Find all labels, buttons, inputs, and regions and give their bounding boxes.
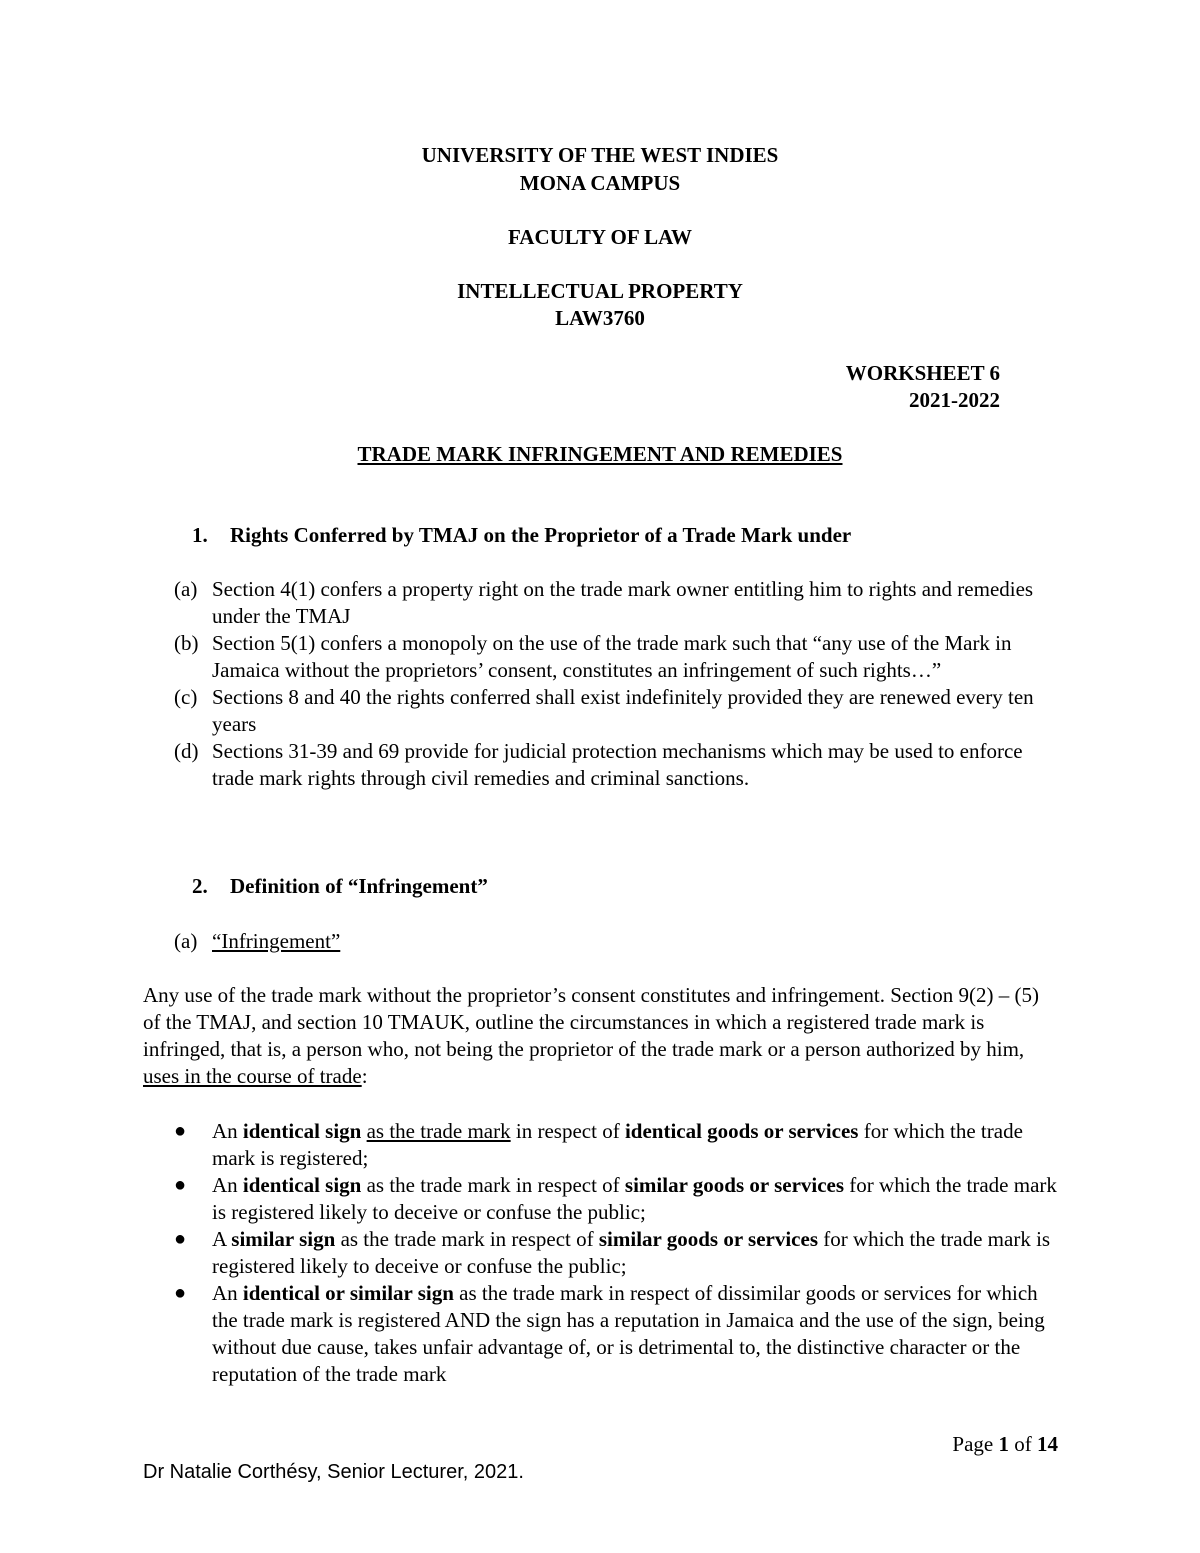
section-2-title: Definition of “Infringement” (230, 874, 488, 898)
bullet-text: An (212, 1173, 243, 1197)
page-number (952, 1431, 1058, 1458)
document-title: TRADE MARK INFRINGEMENT AND REMEDIES (357, 442, 843, 466)
bullet-icon: ● (174, 1282, 187, 1304)
list-item (174, 738, 1054, 792)
infringement-bullets (172, 1118, 1062, 1388)
page-total: 14 (1037, 1432, 1058, 1456)
faculty-name: FACULTY OF LAW (508, 225, 692, 249)
section-1-list (174, 576, 1054, 792)
university-name: UNIVERSITY OF THE WEST INDIES (421, 143, 779, 167)
list-marker: (d) (174, 739, 199, 763)
bullet-text: An (212, 1119, 243, 1143)
bullet-underlined: as the trade mark (366, 1119, 511, 1143)
infringement-paragraph (143, 982, 1058, 1090)
list-marker: (b) (174, 631, 199, 655)
course-name: INTELLECTUAL PROPERTY (457, 279, 743, 303)
bullet-bold: similar goods or services (598, 1227, 818, 1251)
section-1-number: 1. (192, 523, 208, 547)
subsection-a (174, 928, 340, 955)
bullet-text: for which the trade mark is registered likely to deceive or confuse the public; (212, 1227, 1051, 1278)
list-item-text: Section 5(1) confers a monopoly on the use of the trade mark such that “any use of the Mark in Jamaica without the proprietors’ consent, constitutes an infringement of such rights…” (212, 631, 1012, 682)
bullet-bold: identical goods or services (624, 1119, 859, 1143)
list-marker: (c) (174, 685, 198, 709)
section-1-heading (192, 522, 851, 549)
list-item (172, 1226, 1062, 1280)
worksheet-label: WORKSHEET 6 (845, 361, 1000, 385)
subsection-marker: (a) (174, 929, 198, 953)
course-code: LAW3760 (555, 306, 645, 330)
bullet-text: for which the trade mark is registered likely to deceive or confuse the public; (212, 1173, 1057, 1224)
bullet-text: as the trade mark in respect of (361, 1173, 625, 1197)
bullet-bold: similar goods or services (624, 1173, 845, 1197)
list-item-text: Sections 31-39 and 69 provide for judicial protection mechanisms which may be used to enforce trade mark rights through civil remedies and criminal sanctions. (212, 739, 1023, 790)
section-2-number: 2. (192, 874, 208, 898)
bullet-text: A (212, 1227, 232, 1251)
page-current: 1 (998, 1432, 1009, 1456)
list-item (172, 1172, 1062, 1226)
academic-year: 2021-2022 (909, 388, 1000, 412)
list-item-text: Sections 8 and 40 the rights conferred shall exist indefinitely provided they are renewed every ten years (212, 685, 1034, 736)
page-of: of (1009, 1432, 1037, 1456)
list-item (172, 1118, 1062, 1172)
bullet-text: as the trade mark in respect of (335, 1227, 599, 1251)
bullet-icon: ● (174, 1228, 187, 1250)
bullet-bold: similar sign (231, 1227, 336, 1251)
section-2-heading (192, 873, 488, 900)
list-item-text: Section 4(1) confers a property right on the trade mark owner entitling him to rights and remedies under the TMAJ (212, 577, 1034, 628)
bullet-bold: identical or similar sign (242, 1281, 454, 1305)
page-label: Page (952, 1432, 999, 1456)
paragraph-end: : (361, 1064, 368, 1088)
list-item (174, 684, 1054, 738)
bullet-icon: ● (174, 1174, 187, 1196)
bullet-bold: identical sign (242, 1119, 362, 1143)
paragraph-text: Any use of the trade mark without the proprietor’s consent constitutes and infringement. Section 9(2) – (5) of the TMAJ, and section 10 TMAUK, outline the circumstances in which a registered trade mark is infringed, that is, a person who, not being the proprietor of the trade mark or a person authorized by him, (143, 983, 1039, 1061)
subsection-label: “Infringement” (212, 929, 341, 953)
bullet-text: in respect of (510, 1119, 625, 1143)
bullet-text: for which the trade mark is registered; (212, 1119, 1023, 1170)
bullet-icon: ● (174, 1120, 187, 1142)
list-item (174, 576, 1054, 630)
list-item (172, 1280, 1062, 1388)
bullet-bold: identical sign (242, 1173, 362, 1197)
footer-author: Dr Natalie Corthésy, Senior Lecturer, 2021. (143, 1461, 524, 1483)
bullet-text: as the trade mark in respect of dissimilar goods or services for which the trade mark is registered AND the sign has a reputation in Jamaica and the use of the sign, being without due cause, takes unfair advantage of, or is detrimental to, the distinctive character or the reputation of the trade mark (212, 1281, 1045, 1386)
list-item (174, 630, 1054, 684)
paragraph-underlined: uses in the course of trade (143, 1064, 362, 1088)
campus-name: MONA CAMPUS (519, 171, 681, 195)
bullet-text: An (212, 1281, 243, 1305)
section-1-title: Rights Conferred by TMAJ on the Proprietor of a Trade Mark under (230, 523, 852, 547)
list-marker: (a) (174, 577, 198, 601)
